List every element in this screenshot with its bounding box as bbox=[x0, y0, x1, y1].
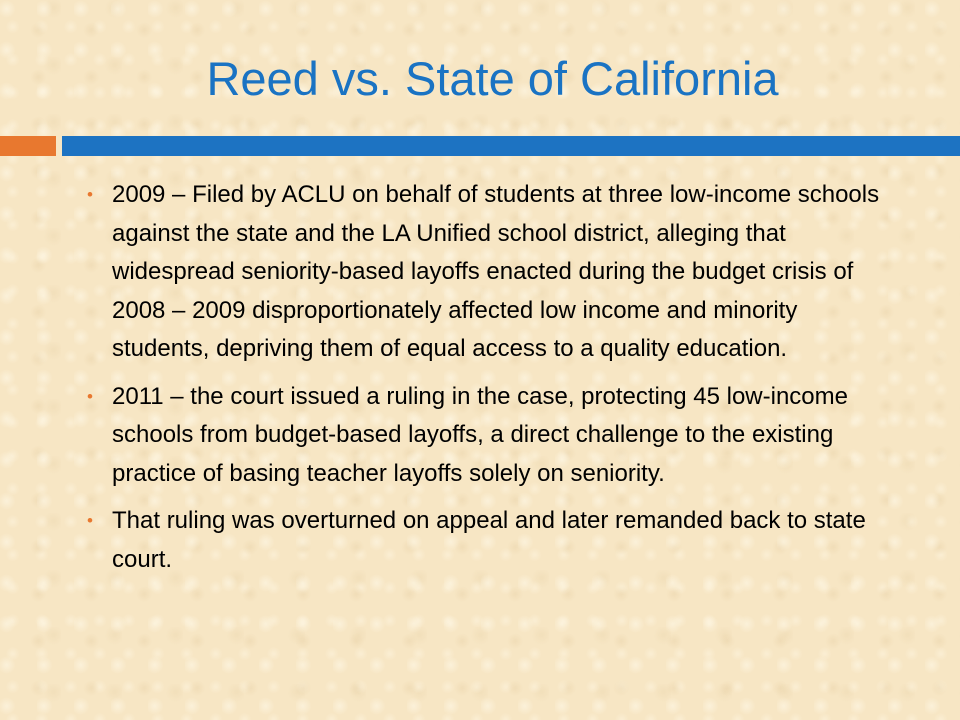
bullet-item bbox=[82, 378, 882, 494]
slide-title: Reed vs. State of California bbox=[206, 52, 779, 105]
bullet-dot-icon: • bbox=[87, 511, 93, 530]
bullet-dot-icon: • bbox=[87, 386, 93, 406]
title-accent-bar-orange bbox=[0, 136, 56, 156]
bullet-text: That ruling was overturned on appeal and later remanded back to state court. bbox=[112, 507, 866, 573]
bullet-item bbox=[82, 176, 882, 369]
bullet-list bbox=[82, 176, 882, 588]
bullet-text: 2009 – Filed by ACLU on behalf of students at three low-income schools against the state and the LA Unified school district, alleging that widespread seniority-based layoffs enacted during the budget crisis of 2008 – 2009 disproportionately affected low income and minority students, depriving them of equal access to a quality education. bbox=[112, 181, 880, 362]
title-accent-bar-blue bbox=[62, 136, 960, 156]
bullet-text: 2011 – the court issued a ruling in the case, protecting 45 low-income schools from budget-based layoffs, a direct challenge to the existing practice of basing teacher layoffs solely on seniority. bbox=[112, 382, 848, 487]
bullet-dot-icon: • bbox=[87, 185, 93, 204]
bullet-item bbox=[82, 502, 882, 579]
